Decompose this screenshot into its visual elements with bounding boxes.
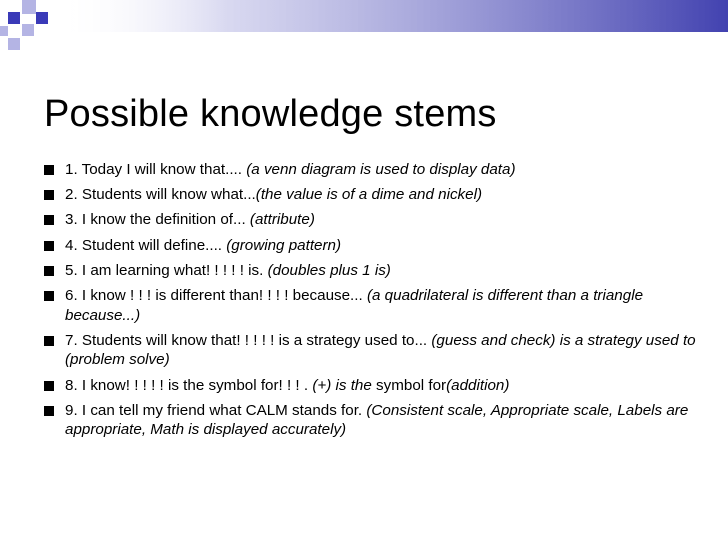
square-bullet-icon bbox=[44, 336, 54, 346]
list-item bbox=[42, 401, 702, 440]
example-text: (addition) bbox=[446, 376, 510, 394]
example-text: (the value is of a dime and nickel) bbox=[255, 186, 483, 204]
example-text: (growing pattern) bbox=[226, 236, 342, 254]
list-item bbox=[42, 160, 702, 180]
header-stripe-band bbox=[60, 0, 728, 32]
stem-text: 5. I am learning what! ! ! ! ! is. bbox=[65, 261, 268, 279]
checker-square bbox=[8, 12, 20, 24]
square-bullet-icon bbox=[44, 406, 54, 416]
square-bullet-icon bbox=[44, 291, 54, 301]
example-text: (a quadrilateral is different than a triangle because...) bbox=[65, 286, 644, 324]
example-text: (guess and check) is a strategy used to (problem solve) bbox=[65, 331, 696, 369]
stem-text: 1. Today I will know that.... bbox=[65, 161, 247, 178]
checker-square bbox=[8, 38, 20, 50]
checker-square bbox=[0, 26, 8, 36]
list-item bbox=[42, 261, 702, 281]
square-bullet-icon bbox=[44, 190, 54, 200]
list-item bbox=[42, 286, 702, 325]
checker-squares-decoration bbox=[0, 0, 48, 50]
stem-text: 7. Students will know that! ! ! ! ! is a strategy used to... bbox=[65, 331, 432, 349]
slide-title: Possible knowledge stems bbox=[44, 93, 497, 135]
list-item bbox=[42, 376, 702, 396]
square-bullet-icon bbox=[44, 165, 54, 175]
stem-text: 9. I can tell my friend what CALM stands for. bbox=[65, 401, 367, 419]
list-item bbox=[42, 210, 702, 230]
bullet-list bbox=[42, 160, 702, 445]
stem-text: 8. I know! ! ! ! ! is the symbol for! ! ! . bbox=[65, 376, 313, 394]
stem-text: 2. Students will know what... bbox=[65, 186, 256, 204]
example-text: (doubles plus 1 is) bbox=[267, 261, 391, 279]
list-item bbox=[42, 185, 702, 205]
example-text: (+) is the bbox=[312, 376, 372, 394]
square-bullet-icon bbox=[44, 215, 54, 225]
square-bullet-icon bbox=[44, 381, 54, 391]
checker-square bbox=[22, 0, 36, 14]
example-text: (attribute) bbox=[249, 211, 315, 229]
example-text: (a venn diagram is used to display data) bbox=[246, 161, 516, 178]
stem-text: 4. Student will define.... bbox=[65, 236, 227, 254]
stem-text: 6. I know ! ! ! is different than! ! ! ! because... bbox=[65, 286, 367, 304]
square-bullet-icon bbox=[44, 241, 54, 251]
stem-text: 3. I know the definition of... bbox=[65, 211, 250, 229]
header-decoration bbox=[0, 0, 728, 60]
square-bullet-icon bbox=[44, 266, 54, 276]
stem-text: symbol for bbox=[371, 376, 447, 394]
checker-square bbox=[36, 12, 48, 24]
checker-square bbox=[22, 24, 34, 36]
example-text: (Consistent scale, Appropriate scale, Labels are appropriate, Math is displayed accurately) bbox=[65, 401, 689, 439]
list-item bbox=[42, 236, 702, 256]
list-item bbox=[42, 331, 702, 370]
